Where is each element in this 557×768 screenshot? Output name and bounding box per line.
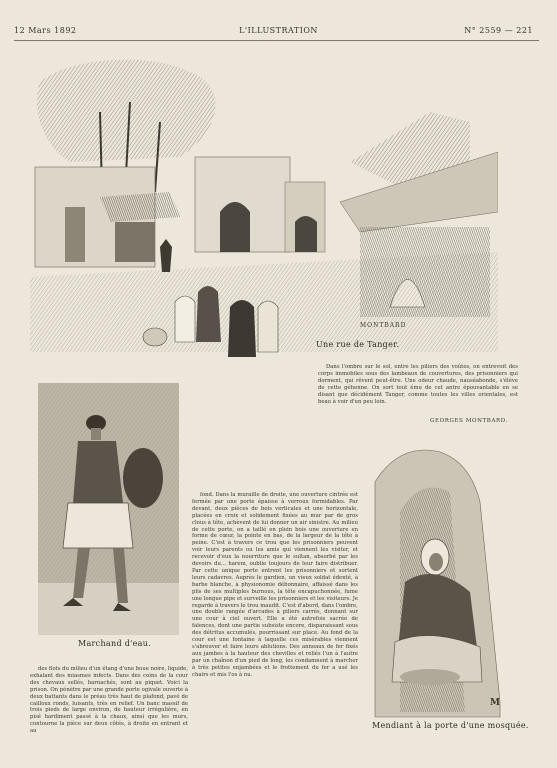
water-seller-engraving: [38, 383, 179, 635]
beggar-engraving: [370, 442, 506, 722]
water-seller-art: [38, 383, 179, 635]
street-engraving: [30, 52, 498, 402]
water-seller-caption: Marchand d'eau.: [78, 639, 152, 648]
left-column-paragraph: des flots du milieu d'un étang d'une boue noire, liquide, exhalant des miasmes infects. Dans des coins de la cour des chevaux sellés, harnachés, sont au piquet. Voici la prison. On pénètre par une grande porte ogivale ouverte à deux battants dans le préau très haut de plafond, pavé de cailloux ronds, luisants, très en relief. Un banc massif de trois pieds de large environ, de hauteur irrégulière, en pisé hardiment passé à la chaux, ainsi que les murs, contourne la pièce sur deux côtés, à droite en entrant et au: [30, 666, 188, 735]
street-signature: MONTBARD: [360, 322, 407, 329]
header-issue: N° 2559 — 221: [464, 26, 533, 35]
top-right-text: [318, 364, 518, 405]
street-caption: Une rue de Tanger.: [316, 340, 400, 349]
author-signature: GEORGES MONTBARD.: [430, 418, 508, 424]
beggar-caption: Mendiant à la porte d'une mosquée.: [372, 721, 529, 730]
middle-column-text: [192, 492, 358, 678]
middle-column-paragraph: fond. Dans la muraille de droite, une ouverture cintrée est fermée par une porte épaisse à verroux formidables. Par devant, deux pièces de bois verticales et une horizontale, placées en croix et solidement fixées au mur par de gros clous à tête, achèvent de lui donner un air sinistre. Au milieu de cette porte, on a taillé en plein bois une ouverture en forme de cœur, la pointe en bas, de la largeur de la tête à peine. C'est à travers ce trou que les prisonniers peuvent voir leurs parents ou les amis qui viennent les visiter, et recevoir d'eux la nourriture que le sultan, absorbé par les devoirs du... harem, oublie toujours de leur faire distribuer. Par cette unique porte entrent les prisonniers et sortent leurs cadavres. Auprès le gardien, un vieux soldat édenté, à barbe blanche, à physionomie débonnaire, affaissé dans les plis de ses multiples burnous, la tête encapuchonnée, fume une longue pipe et surveille les prisonniers et les visiteurs. Je regarde à travers le trou maudit. C'est d'abord, dans l'ombre, une double rangée d'arcades à piliers carrés, donnant sur une cour à ciel ouvert. Elle a été autrefois sacrée de faïences, dont une partie subsiste encore, disparaissant sous des détritus accumulés, pourrissant sur place. Au fond de la cour est une fontaine à laquelle ces misérables viennent s'abreuver et faire leurs ablutions. Des anneaux de fer fixés aux jambes à la hauteur des chevilles et reliés l'un à l'autre par un chaînon d'un pied de long, les condamnent à marcher à très petites enjambées et le frottement du fer a usé les chairs et mis l'os à nu.: [192, 492, 358, 678]
top-right-paragraph: Dans l'ombre sur le sol, entre les piliers des voûtes, on entrevoit des corps immobiles sous des lambeaux de couvertures, des prisonniers qui dorment, qui rêvent peut-être. Une odeur chaude, nauséabonde, s'élève de cette géhenne. On sort tout ému de cet antre épouvantable en se disant que décidément Tanger, comme toutes les villes orientales, est beau à voir d'un peu loin.: [318, 364, 518, 405]
header-rule: [14, 40, 539, 41]
street-engraving-art: [30, 52, 498, 402]
header-title: L'ILLUSTRATION: [239, 26, 318, 35]
beggar-monogram: M: [490, 698, 500, 708]
header-date: 12 Mars 1892: [14, 26, 77, 35]
left-column-text: [30, 666, 188, 735]
beggar-art: [370, 442, 506, 722]
